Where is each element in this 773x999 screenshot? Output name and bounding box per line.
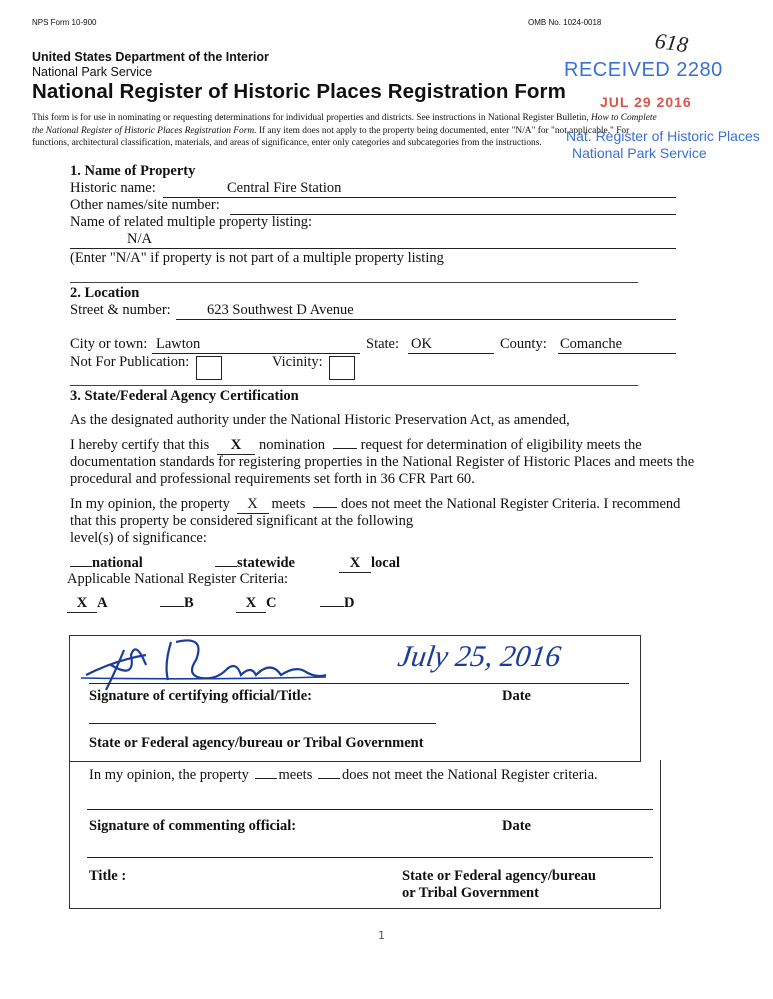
multiple-listing-label: Name of related multiple property listing: xyxy=(70,214,313,230)
vicinity-checkbox[interactable] xyxy=(329,356,355,380)
criteria-label: Applicable National Register Criteria: xyxy=(67,571,289,587)
commenting-agency-label-1: State or Federal agency/bureau xyxy=(402,868,596,884)
street-label: Street & number: xyxy=(70,302,171,318)
street-field[interactable] xyxy=(176,302,676,320)
level-national[interactable]: national xyxy=(70,555,143,572)
criterion-c[interactable]: X C xyxy=(236,595,276,613)
page-title: National Register of Historic Places Registration Form xyxy=(32,80,566,103)
nomination-mark: X xyxy=(230,437,242,453)
city-field[interactable] xyxy=(152,336,360,354)
service-stamp: National Park Service xyxy=(572,145,707,161)
received-date-stamp: JUL 29 2016 xyxy=(600,94,692,110)
not-for-publication-checkbox[interactable] xyxy=(196,356,222,380)
certifying-signature-label: Signature of certifying official/Title: xyxy=(89,688,312,704)
section-2-heading: 2. Location xyxy=(70,285,140,301)
state-value: OK xyxy=(411,336,432,352)
section-divider xyxy=(70,385,638,386)
state-field[interactable] xyxy=(408,336,494,354)
certification-paragraph-2: I hereby certify that this X nomination request for determination of eligibility meets the xyxy=(70,437,642,453)
multiple-listing-field[interactable] xyxy=(70,231,676,249)
state-label: State: xyxy=(366,336,400,352)
signature-line xyxy=(89,683,629,684)
level-statewide[interactable]: statewide xyxy=(215,555,295,572)
certification-paragraph-2c: procedural and professional requirements set forth in 36 CFR Part 60. xyxy=(70,471,475,487)
other-names-field[interactable] xyxy=(230,197,676,215)
criterion-b[interactable]: B xyxy=(160,595,194,612)
signature-date: July 25, 2016 xyxy=(395,640,563,673)
opinion-paragraph-2: that this property be considered significant at the following xyxy=(70,513,414,529)
section-divider xyxy=(70,282,638,283)
historic-name-label: Historic name: xyxy=(70,180,156,196)
agency: National Park Service xyxy=(32,65,153,79)
agency-line xyxy=(89,723,436,724)
street-value: 623 Southwest D Avenue xyxy=(207,302,354,318)
commenting-signature-line xyxy=(87,809,653,810)
register-stamp: Nat. Register of Historic Places xyxy=(566,128,760,144)
county-value: Comanche xyxy=(560,336,623,352)
county-label: County: xyxy=(500,336,547,352)
opinion-paragraph-3: level(s) of significance: xyxy=(70,530,207,546)
multiple-listing-note: (Enter "N/A" if property is not part of a multiple property listing xyxy=(70,250,444,266)
commenting-date-label: Date xyxy=(502,818,531,834)
criterion-d[interactable]: D xyxy=(320,595,354,612)
received-stamp: RECEIVED 2280 xyxy=(564,59,723,81)
section-3-heading: 3. State/Federal Agency Certification xyxy=(70,388,299,404)
section-1-heading: 1. Name of Property xyxy=(70,163,196,179)
other-names-label: Other names/site number: xyxy=(70,197,220,213)
form-number: NPS Form 10-900 xyxy=(32,18,97,27)
meets-mark: X xyxy=(237,496,269,514)
city-label: City or town: xyxy=(70,336,148,352)
commenting-signature-label: Signature of commenting official: xyxy=(89,818,297,834)
not-for-publication-label: Not For Publication: xyxy=(70,354,190,370)
county-field[interactable] xyxy=(558,336,676,354)
omb-number: OMB No. 1024-0018 xyxy=(528,18,602,27)
certifying-agency-label: State or Federal agency/bureau or Tribal Government xyxy=(89,735,424,751)
intro-text: This form is for use in nominating or requesting determinations for individual properties and districts. See instructions in National Register Bulletin, How to Complete the National Register of Historic Places Registration Form. If any item does not apply to the property being documented, enter "N/A" for "not applicable." For functions, architectural classification, materials, and areas of significance, enter only categories and subcategories from the instructions. xyxy=(32,113,657,148)
handwritten-number: 618 xyxy=(653,27,690,58)
historic-name-value: Central Fire Station xyxy=(227,180,342,196)
level-local[interactable]: X local xyxy=(339,555,400,573)
page-number: 1 xyxy=(378,929,385,942)
city-value: Lawton xyxy=(156,336,201,352)
historic-name-field[interactable] xyxy=(163,180,676,198)
opinion-paragraph: In my opinion, the property X meets does not meet the National Register Criteria. I recommend xyxy=(70,496,681,512)
commenting-agency-label-2: or Tribal Government xyxy=(402,885,539,901)
multiple-listing-value: N/A xyxy=(127,231,152,247)
title-line xyxy=(87,857,653,858)
certification-paragraph-1: As the designated authority under the National Historic Preservation Act, as amended, xyxy=(70,412,570,428)
commenting-title-label: Title : xyxy=(89,868,127,884)
certification-paragraph-2b: documentation standards for registering properties in the National Register of Historic Places and meets the xyxy=(70,454,695,470)
criterion-a[interactable]: X A xyxy=(67,595,107,613)
commenting-opinion: In my opinion, the property meets does not meet the National Register criteria. xyxy=(89,767,598,783)
department: United States Department of the Interior xyxy=(32,50,269,64)
vicinity-label: Vicinity: xyxy=(272,354,323,370)
certifying-date-label: Date xyxy=(502,688,531,704)
